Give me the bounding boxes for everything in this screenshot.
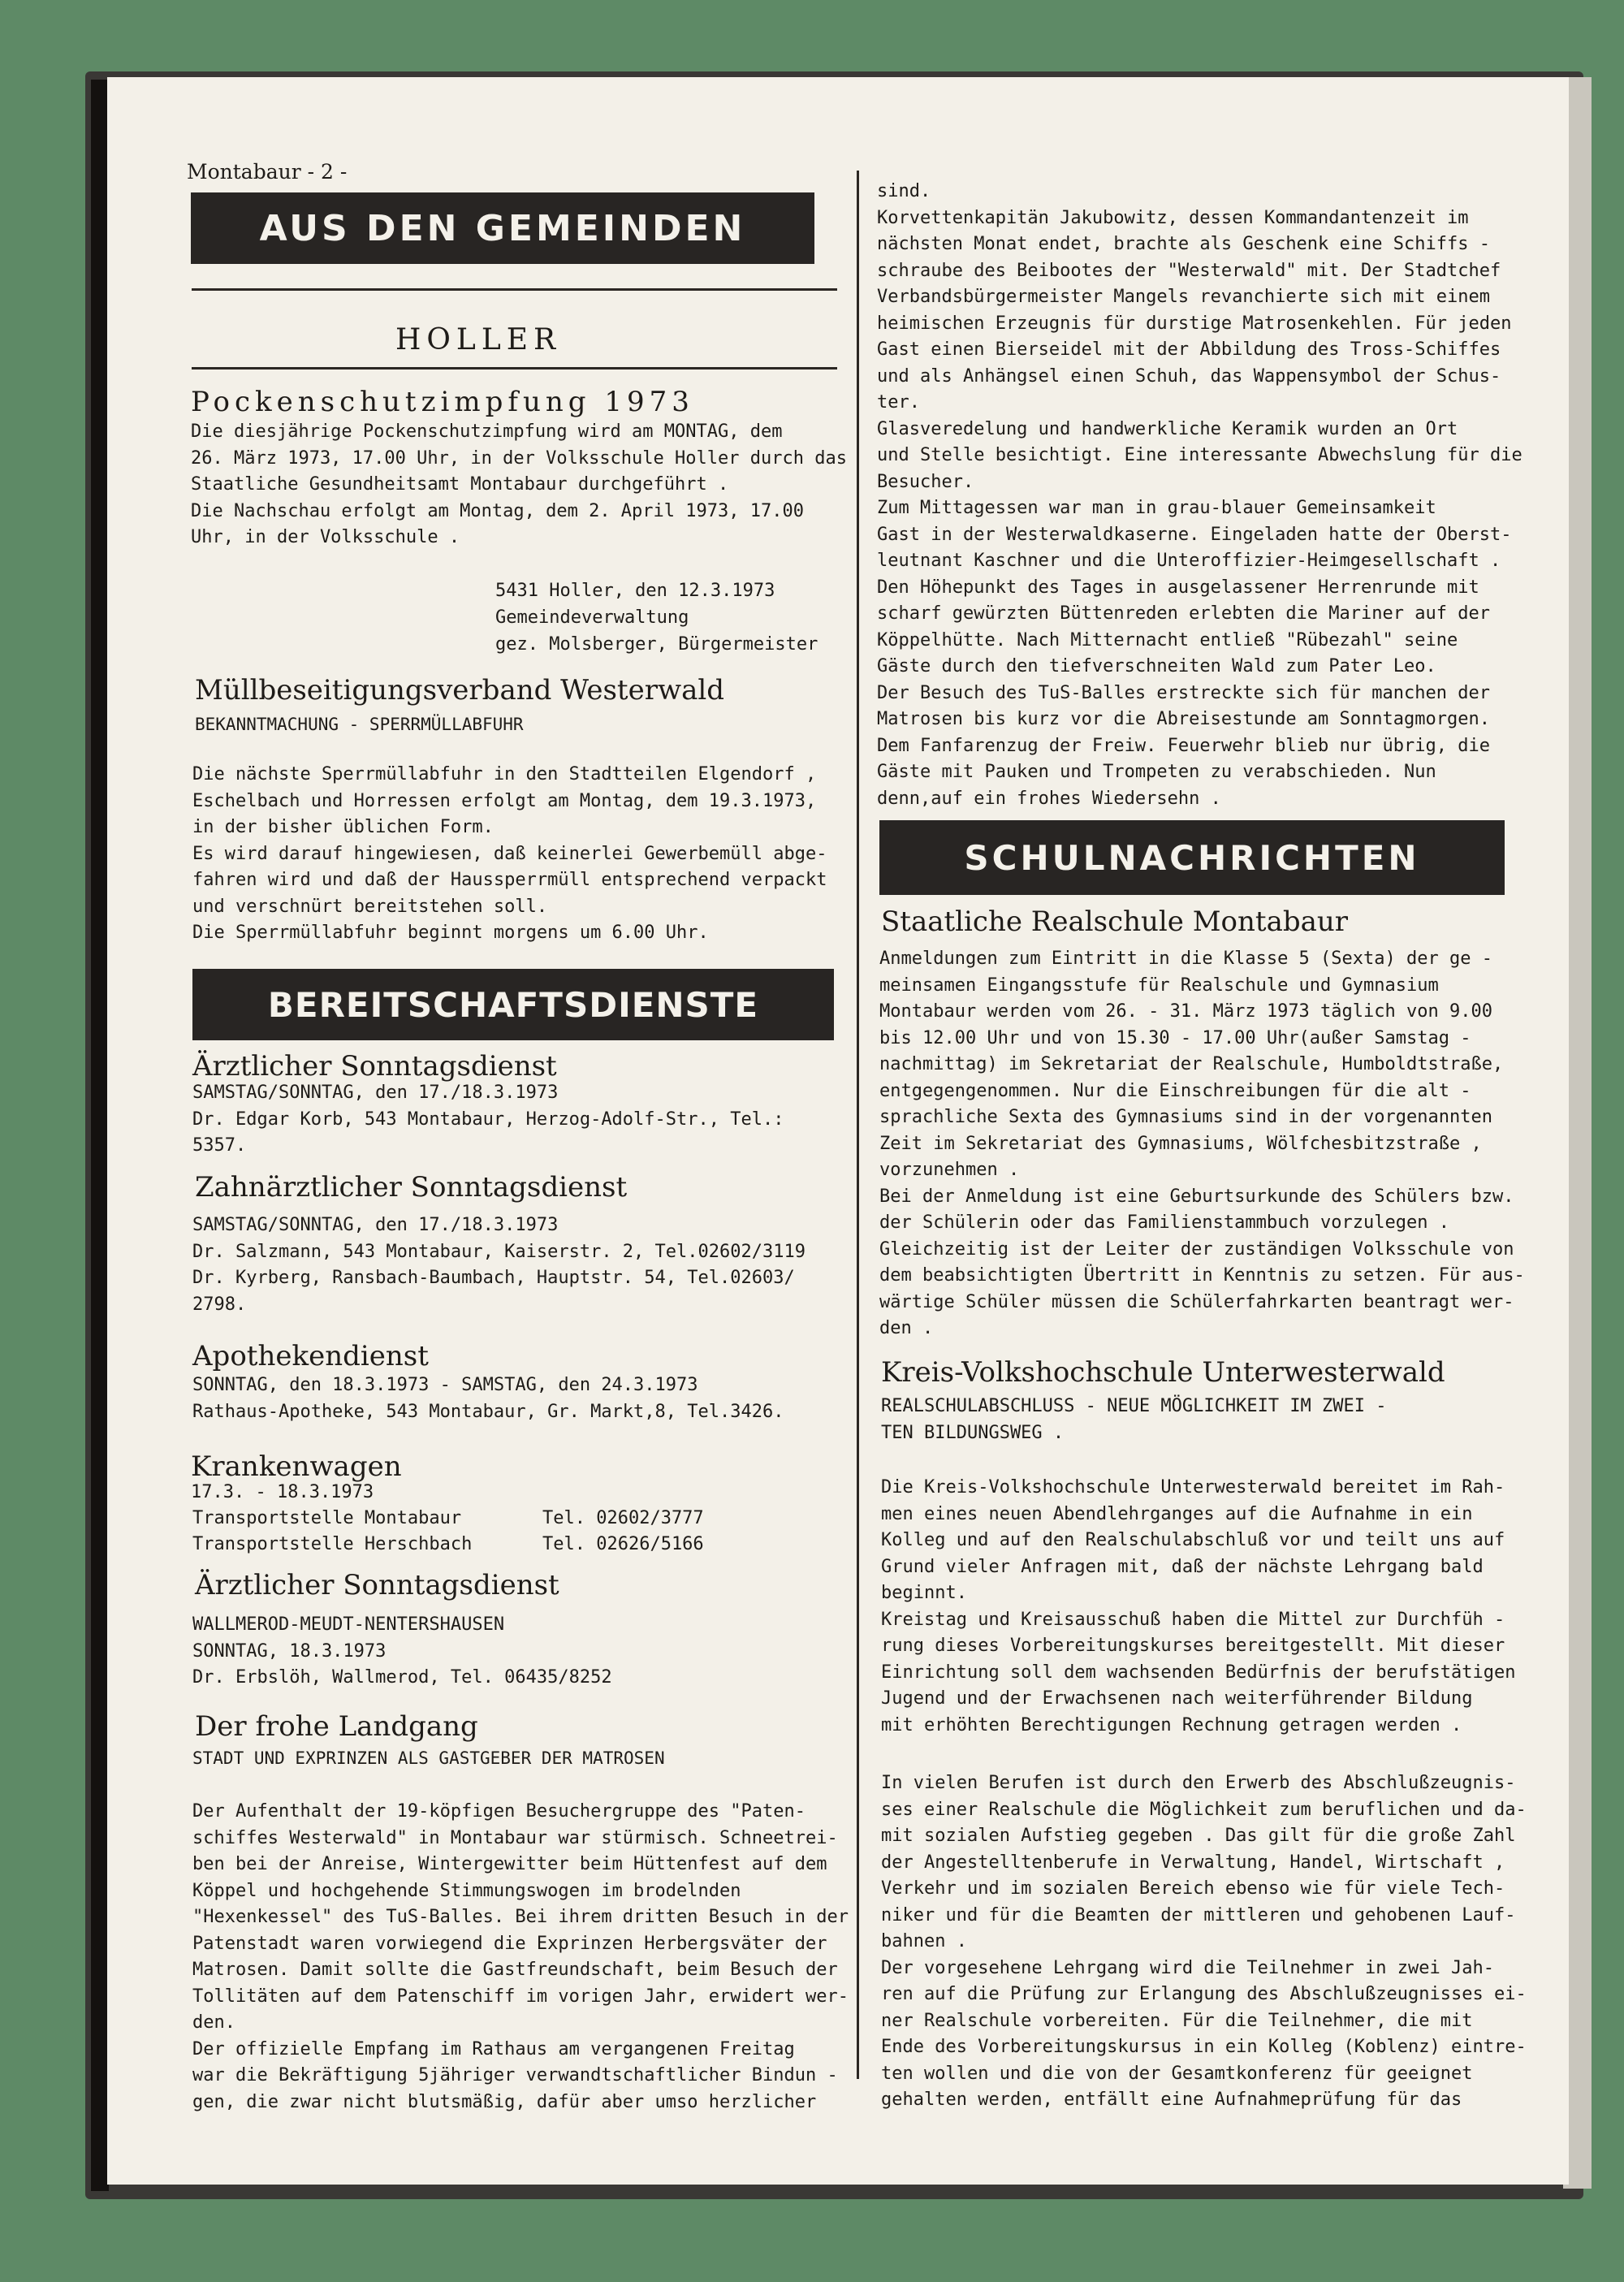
article-body-arzt2: WALLMEROD-MEUDT-NENTERSHAUSEN SONNTAG, 18.3.1973 Dr. Erbslöh, Wallmerod, Tel. 06435/8252 — [192, 1614, 612, 1688]
article-title-muell: Müllbeseitigungsverband Westerwald — [195, 674, 724, 707]
article-title-pocken: Pockenschutzimpfung 1973 — [191, 386, 694, 418]
running-head: Montabaur - 2 - — [187, 160, 348, 184]
article-body-landgang: Der Aufenthalt der 19-köpfigen Besuchergruppe des "Paten- schiffes Westerwald" in Montabaur war stürmisch. Schneetrei- ben bei der Anreise, Wintergewitter beim Hüttenfest auf dem Köppel und hochgehende Stimmungswogen im brodelnden "Hexenkessel" des TuS-Balles. Bei ihrem dritten Besuch in der Patenstadt waren vorwiegend die Exprinzen Herbergsväter der Matrosen. Damit sollte die Gastfreundschaft, beim Besuch der Tollitäten auf dem Patenschiff im vorigen Jahr, erwidert wer- den. Der offizielle Empfang im Rathaus am vergangenen Freitag war die Bekräftigung 5jähriger verwandtschaftlicher Bindun - gen, die zwar nicht blutsmäßig, dafür aber umso herzlicher — [192, 1801, 849, 2112]
kranken-row-tel: Tel. 02602/3777 — [542, 1508, 704, 1528]
kranken-row-label: Transportstelle Herschbach — [192, 1534, 473, 1554]
article-title-vhs: Kreis-Volkshochschule Unterwesterwald — [881, 1356, 1445, 1389]
article-subtitle-vhs: REALSCHULABSCHLUSS - NEUE MÖGLICHKEIT IM ZWEI - TEN BILDUNGSWEG . — [881, 1396, 1387, 1443]
article-title-zahn: Zahnärztlicher Sonntagsdienst — [195, 1171, 628, 1204]
signature-block: 5431 Holler, den 12.3.1973 Gemeindeverwaltung gez. Molsberger, Bürgermeister — [495, 581, 818, 655]
article-title-landgang: Der frohe Landgang — [195, 1710, 478, 1743]
article-title-arzt2: Ärztlicher Sonntagsdienst — [195, 1569, 559, 1601]
kranken-row-tel: Tel. 02626/5166 — [542, 1534, 704, 1554]
divider — [192, 288, 837, 291]
article-body-arzt1: SAMSTAG/SONNTAG, den 17./18.3.1973 Dr. Edgar Korb, 543 Montabaur, Herzog-Adolf-Str., Tel.: 5357. — [192, 1083, 784, 1156]
article-body-landgang-cont: sind. Korvettenkapitän Jakubowitz, dessen Kommandantenzeit im nächsten Monat endet, brachte als Geschenk eine Schiffs - schraube des Beibootes der "Westerwald" mit. Der Stadtchef Verbandsbürgermeister Mangels revanchierte sich mit einem heimischen Erzeugnis für durstige Matrosenkehlen. Für jeden Gast einen Bierseidel mit der Abbildung des Tross-Schiffes und als Anhängsel einen Schuh, das Wappensymbol der Schus- ter. Glasveredelung und handwerkliche Keramik wurden an Ort und Stelle besichtigt. Eine interessante Abwechslung für die Besucher. Zum Mittagessen war man in grau-blauer Gemeinsamkeit Gast in der Westerwaldkaserne. Eingeladen hatte der Oberst- leutnant Kaschner und die Unteroffizier-Heimgesellschaft . Den Höhepunkt des Tages in ausgelassener Herrenrunde mit scharf gewürzten Büttenreden erlebten die Mariner auf der Köppelhütte. Nach Mitternacht entließ "Rübezahl" seine Gäste durch den tiefverschneiten Wald zum Pater Leo. Der Besuch des TuS-Balles erstreckte sich für manchen der Matrosen bis kurz vor die Abreisestunde am Sonntagmorgen. Dem Fanfarenzug der Freiw. Feuerwehr blieb nur übrig, die Gäste mit Pauken und Trompeten zu verabschieden. Nun denn,auf ein frohes Wiedersehn . — [877, 181, 1522, 809]
article-body-pocken: Die diesjährige Pockenschutzimpfung wird am MONTAG, dem 26. März 1973, 17.00 Uhr, in der Volksschule Holler durch das Staatliche Gesundheitsamt Montabaur durchgeführt . Die Nachschau erfolgt am Montag, dem 2. April 1973, 17.00 Uhr, in der Volksschule . — [191, 421, 847, 547]
article-title-apo: Apothekendienst — [192, 1340, 429, 1372]
article-subtitle-landgang: STADT UND EXPRINZEN ALS GASTGEBER DER MATROSEN — [192, 1748, 665, 1768]
binder-spine — [91, 80, 109, 2191]
article-body-realschule: Anmeldungen zum Eintritt in die Klasse 5 (Sexta) der ge - meinsamen Eingangsstufe für Realschule und Gymnasium Montabaur werden vom 26. - 31. März 1973 täglich von 9.00 bis 12.00 Uhr und von 15.30 - 17.00 Uhr(außer Samstag - nachmittag) im Sekretariat der Realschule, Humboldtstraße, entgegengenommen. Nur die Einschreibungen für die alt - sprachliche Sexta des Gymnasiums sind in der vorgenannten Zeit im Sekretariat des Gymnasiums, Wölfchesbitzstraße , vorzunehmen . Bei der Anmeldung ist eine Geburtsurkunde des Schülers bzw. der Schülerin oder das Familienstammbuch vorzulegen . Gleichzeitig ist der Leiter der zuständigen Volksschule von dem beabsichtigten Übertritt in Kenntnis zu setzen. Für aus- wärtige Schüler müssen die Schülerfahrkarten beantragt wer- den . — [879, 949, 1525, 1338]
section-banner-gemeinden: AUS DEN GEMEINDEN — [191, 192, 814, 264]
kranken-row-label: Transportstelle Montabaur — [192, 1508, 462, 1528]
article-body-zahn: SAMSTAG/SONNTAG, den 17./18.3.1973 Dr. Salzmann, 543 Montabaur, Kaiserstr. 2, Tel.02602/3119 Dr. Kyrberg, Ransbach-Baumbach, Hauptstr. 54, Tel.02603/ 2798. — [192, 1215, 806, 1315]
section-banner-schul: SCHULNACHRICHTEN — [879, 820, 1505, 895]
article-body-vhs-1: Die Kreis-Volkshochschule Unterwesterwald bereitet im Rah- men eines neuen Abendlehrganges auf die Aufnahme in ein Kolleg und auf den Realschulabschluß vor und teilt uns auf Grund vieler Anfragen mit, daß der nächste Lehrgang bald beginnt. Kreistag und Kreisausschuß haben die Mittel zur Durchfüh - rung dieses Vorbereitungskurses bereitgestellt. Mit dieser Einrichtung soll dem wachsenden Bedürfnis der berufstätigen Jugend und der Erwachsenen nach weiterführender Bildung mit erhöhten Berechtigungen Rechnung getragen werden . — [881, 1477, 1516, 1735]
article-title-arzt1: Ärztlicher Sonntagsdienst — [192, 1050, 557, 1083]
kranken-date: 17.3. - 18.3.1973 — [191, 1482, 374, 1502]
article-body-muell: Die nächste Sperrmüllabfuhr in den Stadtteilen Elgendorf , Eschelbach und Horressen erfolgt am Montag, dem 19.3.1973, in der bisher üblichen Form. Es wird darauf hingewiesen, daß keinerlei Gewerbemüll abge- fahren wird und daß der Haussperrmüll entsprechend verpackt und verschnürt bereitstehen soll. Die Sperrmüllabfuhr beginnt morgens um 6.00 Uhr. — [192, 764, 827, 943]
place-heading: HOLLER — [395, 323, 562, 357]
article-body-apo: SONNTAG, den 18.3.1973 - SAMSTAG, den 24.3.1973 Rathaus-Apotheke, 543 Montabaur, Gr. Markt,8, Tel.3426. — [192, 1375, 784, 1422]
article-subtitle-muell: BEKANNTMACHUNG - SPERRMÜLLABFUHR — [195, 715, 524, 734]
article-title-kranken: Krankenwagen — [191, 1450, 402, 1483]
section-banner-bereitschaft: BEREITSCHAFTSDIENSTE — [192, 969, 834, 1040]
article-title-realschule: Staatliche Realschule Montabaur — [881, 905, 1349, 938]
column-rule — [857, 171, 859, 2079]
article-body-vhs-2: In vielen Berufen ist durch den Erwerb des Abschlußzeugnis- ses einer Realschule die Möglichkeit zum beruflichen und da- mit sozialen Aufstieg gegeben . Das gilt für die große Zahl der Angestelltenberufe in Verwaltung, Handel, Wirtschaft , Verkehr und im sozialen Bereich ebenso wie für viele Tech- niker und für die Beamten der mittleren und gehobenen Lauf- bahnen . Der vorgesehene Lehrgang wird die Teilnehmer in zwei Jah- ren auf die Prüfung zur Erlangung des Abschlußzeugnisses ei- ner Realschule vorbereiten. Für die Teilnehmer, die mit Ende des Vorbereitungskursus in ein Kolleg (Koblenz) eintre- ten wollen und die von der Gesamtkonferenz für geeignet gehalten werden, entfällt eine Aufnahmeprüfung für das — [881, 1773, 1527, 2110]
divider — [192, 367, 837, 370]
